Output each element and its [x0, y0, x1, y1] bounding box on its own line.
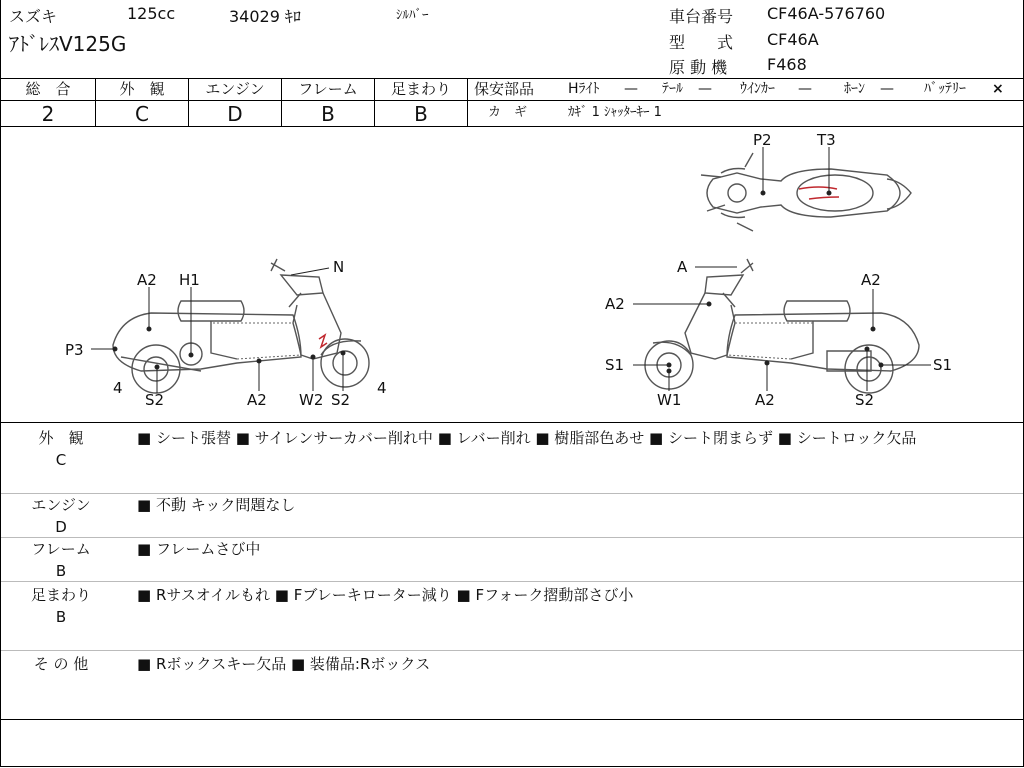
chassis-value: CF46A-576760	[767, 4, 886, 23]
diagram-label: A2	[247, 391, 267, 409]
diagram-label: 4	[113, 379, 123, 397]
note-text: ■ Rボックスキー欠品 ■ 装備品:Rボックス	[137, 655, 431, 673]
diagram-label: A2	[605, 295, 625, 313]
note-grade: C	[55, 451, 67, 469]
chassis-label: 車台番号	[669, 7, 734, 26]
diagram-label: W1	[657, 391, 682, 409]
rating-label: 足まわり	[375, 78, 467, 101]
safety-status: ×	[992, 81, 1004, 97]
type-label: 型 式	[669, 33, 734, 52]
rating-value: B	[321, 102, 335, 126]
diagram-label: A2	[861, 271, 881, 289]
diagram-label: A	[677, 258, 688, 276]
type-value: CF46A	[767, 30, 819, 49]
rating-label: フレーム	[282, 78, 374, 101]
diagram-label: 4	[377, 379, 387, 397]
engine-label: 原 動 機	[669, 58, 728, 77]
rating-label: 総 合	[1, 78, 95, 101]
safety-title: 保安部品	[474, 80, 535, 98]
diagram-label: T3	[817, 131, 836, 149]
note-grade: B	[55, 608, 67, 626]
color: ｼﾙﾊﾞｰ	[396, 8, 429, 23]
rating-frame	[282, 78, 375, 126]
note-label-text: フレーム	[31, 540, 91, 558]
displacement: 125cc	[127, 4, 176, 23]
rating-value: B	[414, 102, 428, 126]
safety-item-battery: ﾊﾞｯﾃﾘｰ	[924, 81, 966, 97]
note-text: ■ 不動 キック問題なし	[137, 496, 296, 514]
diagram-label: S2	[145, 391, 165, 409]
note-other	[1, 651, 1023, 720]
note-exterior	[1, 423, 1023, 494]
note-engine	[1, 494, 1023, 538]
key-row	[468, 101, 1023, 125]
rating-label: 外 観	[96, 78, 188, 101]
diagram-label: P3	[65, 341, 84, 359]
ratings-row	[1, 78, 1023, 127]
diagram-label: S2	[855, 391, 875, 409]
scooter-drawing	[1, 127, 1023, 422]
engine-value: F468	[767, 55, 807, 74]
maker: スズキ	[9, 7, 58, 26]
safety-parts	[468, 78, 1023, 126]
rating-label: エンジン	[189, 78, 281, 101]
key-value: ｶｷﾞ 1 ｼｬｯﾀｰｷｰ 1	[568, 105, 662, 120]
damage-diagram	[1, 127, 1023, 423]
note-grade: D	[55, 518, 67, 536]
note-text: ■ Rサスオイルもれ ■ Fブレーキローター減り ■ Fフォーク摺動部さび小	[137, 586, 634, 604]
safety-item-horn: ﾎｰﾝ	[844, 81, 865, 97]
rating-value: D	[227, 102, 243, 126]
safety-status: —	[880, 81, 894, 97]
safety-status: —	[698, 81, 712, 97]
safety-item-headlight: Hﾗｲﾄ	[568, 81, 600, 97]
note-text: ■ フレームさび中	[137, 540, 261, 558]
scooter-top-view	[701, 153, 911, 231]
note-label-text: 足まわり	[30, 586, 91, 604]
safety-parts-row	[468, 78, 1023, 101]
model-name: ｱﾄﾞﾚｽV125G	[9, 32, 127, 56]
note-label-text: エンジン	[31, 496, 91, 514]
note-label: そ の 他	[33, 655, 89, 673]
key-label: カ ギ	[488, 105, 528, 120]
diagram-label: A2	[755, 391, 775, 409]
rating-overall	[1, 78, 96, 126]
diagram-label: H1	[179, 271, 200, 289]
note-label	[11, 538, 111, 582]
diagram-label: P2	[753, 131, 772, 149]
diagram-label: S1	[933, 356, 953, 374]
rating-suspension	[375, 78, 468, 126]
diagram-label: S2	[331, 391, 351, 409]
note-text: ■ シート張替 ■ サイレンサーカバー削れ中 ■ レバー削れ ■ 樹脂部色あせ ■ シート閉まらず ■ シートロック欠品	[137, 429, 917, 447]
note-label	[11, 584, 111, 628]
note-label	[11, 494, 111, 538]
note-label	[11, 427, 111, 471]
note-suspension	[1, 582, 1023, 651]
rating-value: C	[135, 102, 149, 126]
diagram-label: A2	[137, 271, 157, 289]
safety-item-winker: ｳｲﾝｶｰ	[740, 81, 775, 97]
note-frame	[1, 538, 1023, 582]
mileage: 34029 ｷﾛ	[229, 7, 301, 26]
header	[1, 0, 1023, 79]
diagram-label: S1	[605, 356, 625, 374]
rating-exterior	[96, 78, 189, 126]
safety-status: —	[624, 81, 638, 97]
rating-engine	[189, 78, 282, 126]
note-grade: B	[55, 562, 67, 580]
rating-value: 2	[41, 102, 55, 126]
note-label-text: 外 観	[38, 429, 84, 447]
safety-item-tail: ﾃｰﾙ	[662, 81, 683, 97]
diagram-label: W2	[299, 391, 324, 409]
diagram-label: N	[333, 258, 345, 276]
safety-status: —	[798, 81, 812, 97]
